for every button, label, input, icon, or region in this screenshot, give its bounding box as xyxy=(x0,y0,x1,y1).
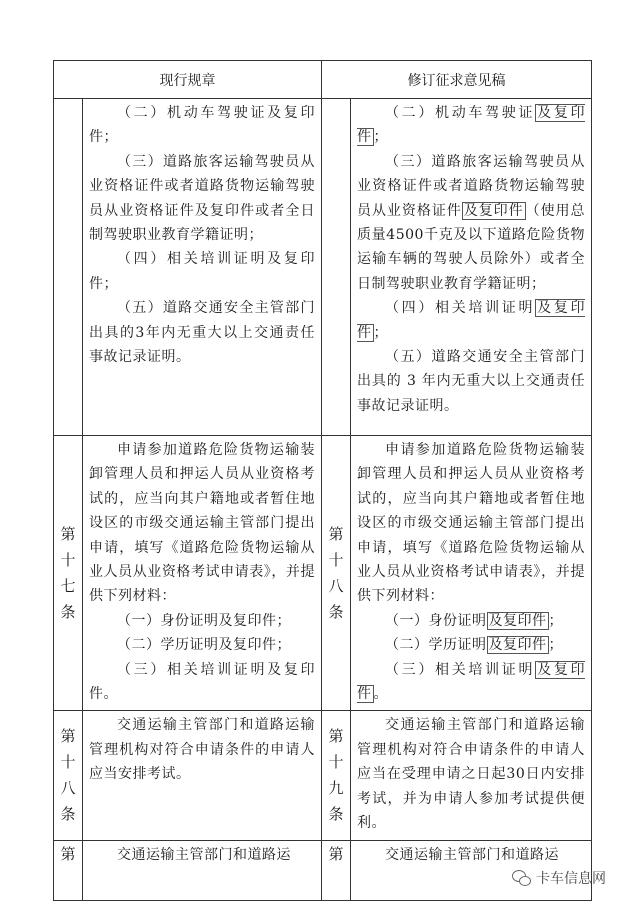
boxed-insertion: 及复印件 xyxy=(463,202,524,219)
left-article-number xyxy=(54,99,83,436)
text-segment: （一）身份证明及复印件； xyxy=(117,612,291,629)
table-row xyxy=(54,436,592,711)
text-segment: ； xyxy=(548,637,563,654)
right-article-label: 第 xyxy=(328,844,344,863)
paragraph xyxy=(89,296,315,369)
text-segment: （二）机动车驾驶证 xyxy=(385,105,536,121)
boxed-insertion: 及复印件 xyxy=(357,300,586,341)
left-article-text xyxy=(83,840,322,900)
paragraph xyxy=(89,609,315,633)
text-segment: （四）相关培训证明及复印件； xyxy=(89,251,315,292)
paragraph xyxy=(357,713,585,835)
right-article-text xyxy=(351,99,592,436)
text-segment: ； xyxy=(373,129,388,146)
text-segment: 申请参加道路危险货物运输装卸管理人员和押运人员从业资格考试的，应当向其户籍地或者暂住地设区的市级交通运输主管部门提出申请，填写《道路危险货物运输从业人员从业资格考试申请表》，并提供下列材料： xyxy=(89,442,315,605)
paragraph xyxy=(89,150,315,248)
paragraph xyxy=(89,101,315,150)
left-article-number xyxy=(54,436,83,711)
right-article-number xyxy=(322,840,351,900)
text-segment: ； xyxy=(548,612,563,629)
paragraph xyxy=(357,101,585,150)
table-row xyxy=(54,840,592,900)
text-segment: （一）身份证明 xyxy=(385,612,487,629)
paragraph xyxy=(89,247,315,296)
paragraph xyxy=(357,658,585,707)
left-article-text xyxy=(83,711,322,840)
paragraph xyxy=(89,713,315,786)
paragraph xyxy=(357,345,585,418)
text-segment: 。 xyxy=(373,686,388,703)
text-segment: （二）机动车驾驶证及复印件； xyxy=(89,105,315,146)
right-article-text xyxy=(351,711,592,840)
right-article-number xyxy=(322,436,351,711)
left-article-label: 第十七条 xyxy=(60,525,76,622)
comparison-table xyxy=(53,60,592,901)
text-segment: （五）道路交通安全主管部门出具的 3 年内无重大以上交通责任事故记录证明。 xyxy=(357,349,585,414)
text-segment: （三）相关培训证明及复印件。 xyxy=(89,661,315,703)
text-segment: （三）道路旅客运输驾驶员从业资格证件或者道路货物运输驾驶员从业资格证件及复印件或者全日制驾驶职业教育学籍证明； xyxy=(89,153,315,244)
header-current-rules: 现行规章 xyxy=(54,61,322,99)
text-segment: 交通运输主管部门和道路运 xyxy=(385,846,559,863)
paragraph xyxy=(357,296,585,345)
paragraph xyxy=(89,438,315,609)
wechat-icon xyxy=(512,870,532,886)
right-article-number xyxy=(322,711,351,840)
paragraph xyxy=(89,658,315,707)
text-segment: ； xyxy=(373,324,388,341)
text-segment: （使用总质量4500千克及以下道路危险货物运输车辆的驾驶人员除外）或者全日制驾驶职业教育学籍证明； xyxy=(357,202,586,292)
text-segment: （三）道路旅客运输驾驶员从业资格证件或者道路货物运输驾驶员从业资格证件 xyxy=(357,153,585,219)
paragraph xyxy=(89,843,315,867)
boxed-insertion: 及复印件 xyxy=(488,637,547,654)
right-article-label: 第十八条 xyxy=(328,525,344,622)
table-row xyxy=(54,711,592,840)
paragraph xyxy=(357,843,585,867)
paragraph xyxy=(357,633,585,657)
boxed-insertion: 及复印件 xyxy=(488,612,547,629)
table-row xyxy=(54,99,592,436)
text-segment: （二）学历证明 xyxy=(385,637,487,654)
header-revised-draft: 修订征求意见稿 xyxy=(322,61,592,99)
right-article-label: 第十九条 xyxy=(328,727,344,824)
text-segment: 申请参加道路危险货物运输装卸管理人员和押运人员从业资格考试的，应当向其户籍地或者暂住地设区的市级交通运输主管部门提出申请，填写《道路危险货物运输从业人员从业资格考试申请表》，并提供下列材料： xyxy=(357,442,585,605)
paragraph xyxy=(357,438,585,609)
left-article-label: 第 xyxy=(60,844,76,863)
watermark xyxy=(512,868,606,888)
text-segment: （四）相关培训证明 xyxy=(385,300,536,317)
text-segment: 交通运输主管部门和道路运 xyxy=(117,846,291,863)
text-segment: （三）相关培训证明 xyxy=(385,661,536,678)
left-article-number xyxy=(54,840,83,900)
left-article-label: 第十八条 xyxy=(60,727,76,824)
paragraph xyxy=(357,609,585,633)
right-article-number xyxy=(322,99,351,436)
watermark-text: 卡车信息网 xyxy=(536,871,606,887)
boxed-insertion: 及复印件 xyxy=(357,661,586,703)
paragraph xyxy=(89,633,315,657)
left-article-text xyxy=(83,99,322,436)
text-segment: 交通运输主管部门和道路运输管理机构对符合申请条件的申请人应当安排考试。 xyxy=(89,717,315,783)
text-segment: （二）学历证明及复印件； xyxy=(117,637,291,654)
text-segment: （五）道路交通安全主管部门出具的3年内无重大以上交通责任事故记录证明。 xyxy=(89,300,315,366)
paragraph xyxy=(357,150,585,296)
text-segment: 交通运输主管部门和道路运输管理机构对符合申请条件的申请人应当在受理申请之日起30日内安排考试，并为申请人参加考试提供便利。 xyxy=(357,717,585,832)
left-article-text xyxy=(83,436,322,711)
boxed-insertion: 及复印件 xyxy=(357,105,586,146)
right-article-text xyxy=(351,436,592,711)
left-article-number xyxy=(54,711,83,840)
document-page xyxy=(53,60,591,863)
table-header-row xyxy=(54,61,592,99)
